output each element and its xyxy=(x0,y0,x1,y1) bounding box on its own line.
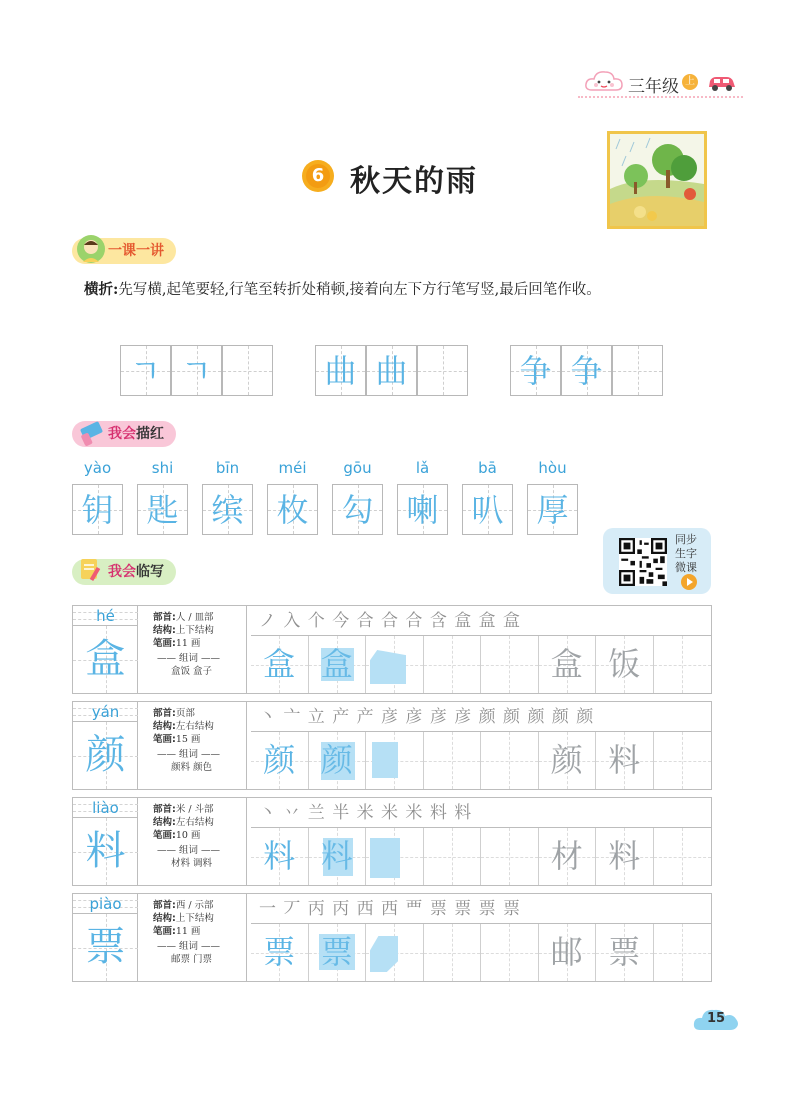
cell-char: 票 xyxy=(320,933,353,971)
grade-header xyxy=(578,64,743,100)
radical-label: 部首: xyxy=(153,708,176,719)
trace-box[interactable] xyxy=(527,484,578,535)
intro-paragraph xyxy=(84,275,724,305)
writing-cells xyxy=(251,636,711,693)
cell-char xyxy=(654,732,712,789)
cell-char: 材 xyxy=(550,837,583,875)
qr-line2: 生字 xyxy=(675,547,697,560)
writing-cell[interactable] xyxy=(596,924,654,981)
model-char: 料 xyxy=(85,828,126,874)
example-char: ㄱ xyxy=(181,352,212,390)
cell-char xyxy=(366,732,423,789)
kid-avatar-icon xyxy=(76,234,106,264)
cell-char: 料 xyxy=(320,837,353,875)
radical-value: 人 / 皿部 xyxy=(175,612,214,623)
cell-char xyxy=(424,828,481,885)
cell-char: 票 xyxy=(608,933,641,971)
model-pinyin: hé xyxy=(96,607,115,625)
practice-row-liao xyxy=(72,797,712,886)
trace-box[interactable] xyxy=(72,484,123,535)
cell-char xyxy=(424,924,481,981)
char-info xyxy=(143,894,247,981)
lesson-number-badge xyxy=(301,159,335,193)
trace-box[interactable] xyxy=(202,484,253,535)
strokes-label: 笔画: xyxy=(153,638,176,649)
char-info xyxy=(143,606,247,693)
writing-cell[interactable] xyxy=(481,924,539,981)
example-char xyxy=(418,346,467,395)
char-info xyxy=(143,798,247,885)
tianzi-box xyxy=(366,345,417,396)
volume-badge: 上 xyxy=(682,74,698,90)
writing-cell[interactable] xyxy=(654,732,712,789)
example-char: 争 xyxy=(519,352,552,390)
writing-cell[interactable] xyxy=(251,828,309,885)
eraser-icon xyxy=(76,417,106,447)
writing-cell[interactable] xyxy=(309,732,367,789)
cell-char xyxy=(481,636,538,693)
trace-pinyin: méi xyxy=(278,459,307,477)
writing-cell[interactable] xyxy=(366,636,424,693)
section-trace-word2: 描红 xyxy=(136,426,164,442)
header-divider xyxy=(578,96,743,98)
writing-cell[interactable] xyxy=(366,732,424,789)
writing-cell[interactable] xyxy=(481,636,539,693)
words-label: —— 组词 —— xyxy=(157,845,221,856)
model-char: 票 xyxy=(85,924,126,970)
writing-cell[interactable] xyxy=(596,636,654,693)
trace-char: 钥 xyxy=(81,491,114,529)
cell-char: 料 xyxy=(263,837,296,875)
qr-code-icon[interactable] xyxy=(619,538,667,586)
radical-value: 页部 xyxy=(175,708,195,719)
section-lecture-label xyxy=(72,238,176,264)
writing-cell[interactable] xyxy=(596,732,654,789)
words-value: 材料 调料 xyxy=(171,858,213,869)
char-info xyxy=(143,702,247,789)
cell-char: 盒 xyxy=(263,645,296,683)
section-copy-word2: 临写 xyxy=(136,564,164,580)
example-char xyxy=(613,346,662,395)
section-trace-label xyxy=(72,421,176,447)
autumn-rain-illustration xyxy=(607,131,707,229)
radical-label: 部首: xyxy=(153,612,176,623)
writing-cell[interactable] xyxy=(251,924,309,981)
lesson-number: 6 xyxy=(311,165,325,186)
practice-row-yan xyxy=(72,701,712,790)
cell-char xyxy=(424,636,481,693)
structure-label: 结构: xyxy=(153,625,176,636)
trace-char: 叭 xyxy=(471,491,504,529)
autumn-scene-image xyxy=(610,134,704,226)
cell-char xyxy=(366,924,423,981)
trace-pinyin: gōu xyxy=(343,459,372,477)
writing-cell[interactable] xyxy=(424,636,482,693)
cell-char xyxy=(424,732,481,789)
model-char-box xyxy=(73,798,138,885)
model-pinyin: yán xyxy=(91,703,120,721)
writing-cells xyxy=(251,732,711,789)
structure-value: 上下结构 xyxy=(175,913,214,924)
trace-char: 枚 xyxy=(276,491,309,529)
stroke-order: ノ 入 个 今 合 合 合 含 盒 盒 盒 xyxy=(251,606,711,636)
tianzi-box xyxy=(510,345,561,396)
cell-char xyxy=(366,828,423,885)
qr-line1: 同步 xyxy=(675,533,697,546)
cell-char: 料 xyxy=(608,837,641,875)
structure-label: 结构: xyxy=(153,721,176,732)
page-number: 15 xyxy=(706,1011,726,1026)
strokes-label: 笔画: xyxy=(153,926,176,937)
strokes-value: 11 画 xyxy=(175,638,201,649)
cell-char: 颜 xyxy=(263,741,296,779)
stroke-example-group-3 xyxy=(510,345,663,396)
writing-cell[interactable] xyxy=(309,924,367,981)
writing-cell[interactable] xyxy=(424,828,482,885)
writing-cell[interactable] xyxy=(539,636,597,693)
section-copy-word1: 我会 xyxy=(108,564,136,580)
page-number-badge xyxy=(692,1006,740,1032)
section-lecture-text: 一课一讲 xyxy=(108,243,164,259)
cell-char xyxy=(654,924,712,981)
writing-cell[interactable] xyxy=(309,636,367,693)
cell-char xyxy=(481,924,538,981)
words-value: 邮票 门票 xyxy=(171,954,213,965)
tianzi-box xyxy=(561,345,612,396)
cell-char: 料 xyxy=(608,741,641,779)
stroke-example-group-1 xyxy=(120,345,273,396)
structure-value: 左右结构 xyxy=(175,721,214,732)
tianzi-box xyxy=(612,345,663,396)
qr-line3: 微课 xyxy=(675,561,697,574)
tianzi-box xyxy=(171,345,222,396)
writing-cell[interactable] xyxy=(654,924,712,981)
stroke-order: 丶 丷 兰 半 米 米 米 料 料 xyxy=(251,798,711,828)
trace-pinyin: bā xyxy=(478,459,497,477)
model-char: 颜 xyxy=(85,732,126,778)
grade-label: 三年级 xyxy=(628,77,679,97)
example-char: 曲 xyxy=(324,352,357,390)
radical-value: 西 / 示部 xyxy=(175,900,214,911)
trace-box[interactable] xyxy=(332,484,383,535)
writing-cell[interactable] xyxy=(539,828,597,885)
stroke-example-group-2 xyxy=(315,345,468,396)
cell-char xyxy=(366,636,423,693)
words-value: 盒饭 盒子 xyxy=(171,666,213,677)
writing-cells xyxy=(251,828,711,885)
words-value: 颜料 颜色 xyxy=(171,762,213,773)
words-label: —— 组词 —— xyxy=(157,749,221,760)
qr-micro-lesson[interactable] xyxy=(603,528,711,594)
practice-row-he xyxy=(72,605,712,694)
trace-char: 勾 xyxy=(341,491,374,529)
section-copy-label xyxy=(72,559,176,585)
model-char-box xyxy=(73,894,138,981)
words-label: —— 组词 —— xyxy=(157,941,221,952)
trace-box[interactable] xyxy=(462,484,513,535)
structure-label: 结构: xyxy=(153,913,176,924)
model-char: 盒 xyxy=(85,636,126,682)
tianzi-box xyxy=(120,345,171,396)
trace-pinyin: shi xyxy=(151,459,174,477)
trace-char: 厚 xyxy=(536,491,569,529)
writing-cell[interactable] xyxy=(654,636,712,693)
words-label: —— 组词 —— xyxy=(157,653,221,664)
trace-box[interactable] xyxy=(137,484,188,535)
writing-cell[interactable] xyxy=(424,924,482,981)
section-trace-word1: 我会 xyxy=(108,426,136,442)
model-char-box xyxy=(73,702,138,789)
trace-box[interactable] xyxy=(397,484,448,535)
radical-label: 部首: xyxy=(153,900,176,911)
notepad-pencil-icon xyxy=(76,555,106,585)
cell-char: 盒 xyxy=(550,645,583,683)
model-pinyin: piào xyxy=(89,895,122,913)
structure-value: 上下结构 xyxy=(175,625,214,636)
writing-cell[interactable] xyxy=(481,732,539,789)
car-icon xyxy=(706,72,738,94)
cell-char: 盒 xyxy=(320,645,353,683)
trace-pinyin: yào xyxy=(83,459,112,477)
radical-label: 部首: xyxy=(153,804,176,815)
cell-char: 邮 xyxy=(550,933,583,971)
cell-char xyxy=(481,732,538,789)
writing-cell[interactable] xyxy=(539,924,597,981)
writing-cell[interactable] xyxy=(251,732,309,789)
trace-pinyin: hòu xyxy=(538,459,567,477)
intro-text: 先写横,起笔要轻,行笔至转折处稍顿,接着向左下方行笔写竖,最后回笔作收。 xyxy=(118,282,601,298)
cell-char xyxy=(481,828,538,885)
writing-cell[interactable] xyxy=(481,828,539,885)
trace-box[interactable] xyxy=(267,484,318,535)
cell-char: 颜 xyxy=(320,741,353,779)
writing-cell[interactable] xyxy=(424,732,482,789)
writing-cell[interactable] xyxy=(596,828,654,885)
writing-cell[interactable] xyxy=(654,828,712,885)
example-char: ㄱ xyxy=(130,352,161,390)
strokes-value: 15 画 xyxy=(175,734,201,745)
tianzi-box xyxy=(417,345,468,396)
cell-char xyxy=(654,828,712,885)
strokes-value: 10 画 xyxy=(175,830,201,841)
writing-cell[interactable] xyxy=(366,828,424,885)
strokes-label: 笔画: xyxy=(153,734,176,745)
model-pinyin: liào xyxy=(92,799,119,817)
structure-value: 左右结构 xyxy=(175,817,214,828)
cell-char: 票 xyxy=(263,933,296,971)
example-char: 争 xyxy=(570,352,603,390)
intro-keyword: 横折: xyxy=(84,281,119,298)
model-char-box xyxy=(73,606,138,693)
stroke-order: 丶 亠 立 产 产 彦 彦 彦 彦 颜 颜 颜 颜 颜 xyxy=(251,702,711,732)
writing-cell[interactable] xyxy=(366,924,424,981)
tianzi-box xyxy=(222,345,273,396)
radical-value: 米 / 斗部 xyxy=(175,804,214,815)
cloud-icon xyxy=(584,68,624,94)
trace-pinyin: lǎ xyxy=(415,459,430,477)
example-char: 曲 xyxy=(375,352,408,390)
structure-label: 结构: xyxy=(153,817,176,828)
writing-cell[interactable] xyxy=(309,828,367,885)
strokes-label: 笔画: xyxy=(153,830,176,841)
practice-row-piao xyxy=(72,893,712,982)
qr-caption xyxy=(675,533,697,575)
trace-char: 匙 xyxy=(146,491,179,529)
example-char xyxy=(223,346,272,395)
cell-char xyxy=(654,636,712,693)
trace-pinyin: bīn xyxy=(215,459,240,477)
cell-char: 颜 xyxy=(550,741,583,779)
writing-cell[interactable] xyxy=(251,636,309,693)
tianzi-box xyxy=(315,345,366,396)
stroke-order: 一 丆 丙 丙 西 西 覀 票 票 票 票 xyxy=(251,894,711,924)
cell-char: 饭 xyxy=(608,645,641,683)
trace-char: 缤 xyxy=(211,491,244,529)
strokes-value: 11 画 xyxy=(175,926,201,937)
writing-cell[interactable] xyxy=(539,732,597,789)
writing-cells xyxy=(251,924,711,981)
lesson-title: 秋天的雨 xyxy=(350,164,478,199)
play-icon[interactable] xyxy=(681,574,697,590)
trace-char: 喇 xyxy=(406,491,439,529)
